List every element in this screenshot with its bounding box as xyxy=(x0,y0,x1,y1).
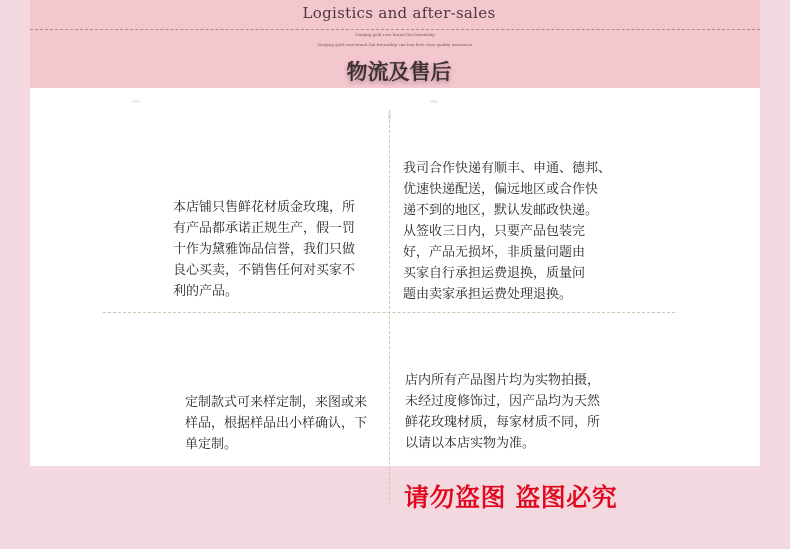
policy-shipping-returns-text: 我司合作快递有顺丰、申通、德邦、 优速快递配送，偏远地区或合作快 递不到的地区，默认发邮政快递。 从签收三日内，只要产品包装完 好，产品无损坏，非质量问题由 买家自行承担运费退换，质量问 题由卖家承担运费处理退换。 xyxy=(403,161,612,302)
anti-theft-warning: 请勿盗图 盗图必究 xyxy=(404,483,618,512)
content-card xyxy=(30,88,760,466)
policy-photo-notice-text: 店内所有产品图片均为实物拍摄， 未经过度修饰过，因产品均为天然 鲜花玫瑰材质，每家材质不同，所 以请以本店实物为准。 xyxy=(405,373,601,451)
decorative-mark xyxy=(132,100,140,103)
header-subtitle-line-2: Nanjing gold rose brand Dai friendship can buy first class quality assurance xyxy=(317,42,473,47)
policy-authenticity-text: 本店铺只售鲜花材质金玫瑰，所 有产品都承诺正规生产，假一罚 十作为黛雅饰品信誉，我们只做 良心买卖，不销售任何对买家不 利的产品。 xyxy=(173,200,356,299)
header-title: Logistics and after-sales xyxy=(302,4,496,22)
header-divider xyxy=(30,29,760,30)
decorative-mark xyxy=(430,100,438,103)
header-cn-title: 物流及售后 xyxy=(346,60,452,84)
policy-custom-order-text: 定制款式可来样定制，来图或来 样品，根据样品出小样确认，下 单定制。 xyxy=(185,395,368,452)
horizontal-divider xyxy=(103,312,675,313)
header-subtitle-line-1: Nanjing gold rose brand Dai friendship xyxy=(355,32,435,37)
